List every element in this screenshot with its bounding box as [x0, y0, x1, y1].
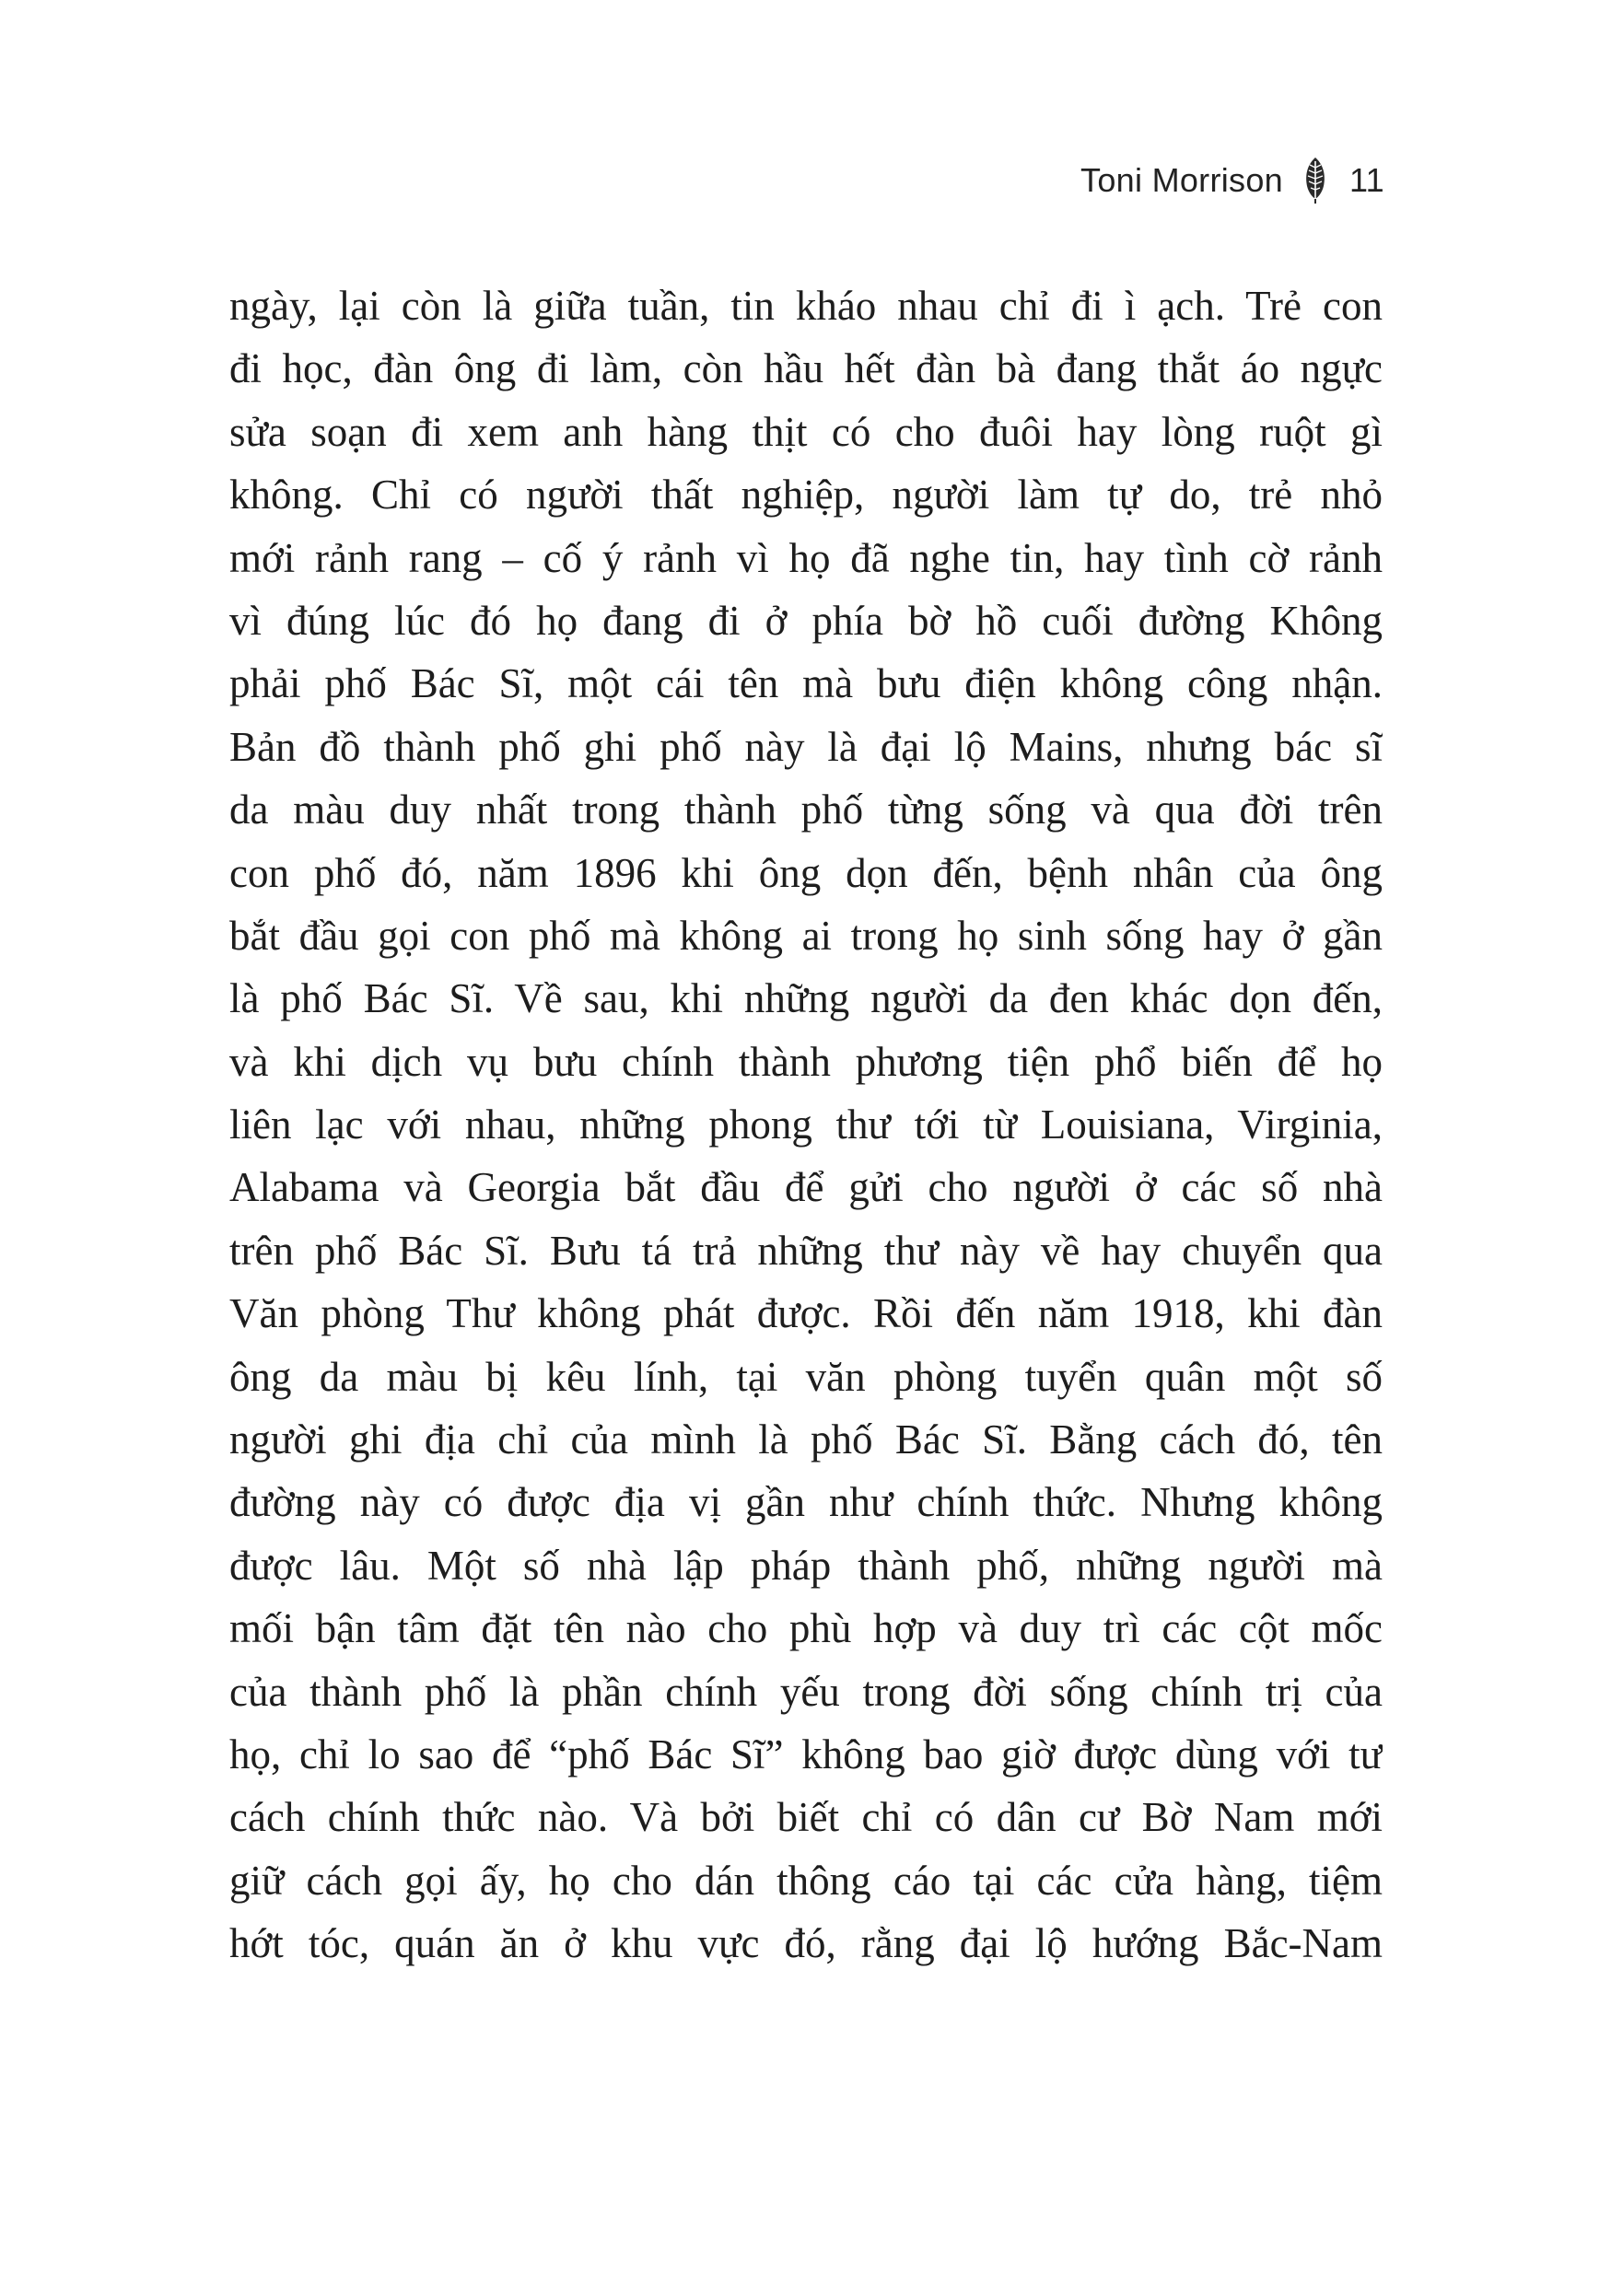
- text-line: không. Chỉ có người thất nghiệp, người làm tự do, trẻ nhỏ: [229, 472, 1383, 519]
- author-name: Toni Morrison: [1080, 161, 1284, 199]
- text-line: cách chính thức nào. Và bởi biết chỉ có dân cư Bờ Nam mới: [229, 1794, 1383, 1841]
- page-number: 11: [1349, 161, 1384, 199]
- text-line: Bản đồ thành phố ghi phố này là đại lộ Mains, nhưng bác sĩ: [229, 723, 1383, 770]
- text-line: trên phố Bác Sĩ. Bưu tá trả những thư này về hay chuyển qua: [229, 1227, 1383, 1274]
- text-line: ông da màu bị kêu lính, tại văn phòng tuyển quân một số: [229, 1353, 1383, 1400]
- text-line: sửa soạn đi xem anh hàng thịt có cho đuôi hay lòng ruột gì: [229, 408, 1383, 455]
- text-line: phải phố Bác Sĩ, một cái tên mà bưu điện không công nhận.: [229, 660, 1383, 707]
- text-line: Alabama và Georgia bắt đầu để gửi cho người ở các số nhà: [229, 1164, 1383, 1211]
- text-line: ngày, lại còn là giữa tuần, tin kháo nhau chỉ đi ì ạch. Trẻ con: [229, 283, 1383, 329]
- text-line: giữ cách gọi ấy, họ cho dán thông cáo tại các cửa hàng, tiệm: [229, 1857, 1383, 1904]
- text-line: da màu duy nhất trong thành phố từng sống và qua đời trên: [229, 787, 1383, 833]
- text-line: con phố đó, năm 1896 khi ông dọn đến, bệnh nhân của ông: [229, 849, 1383, 896]
- text-line: của thành phố là phần chính yếu trong đời sống chính trị của: [229, 1668, 1383, 1715]
- text-line: được lâu. Một số nhà lập pháp thành phố, những người mà: [229, 1542, 1383, 1589]
- text-line: họ, chỉ lo sao để “phố Bác Sĩ” không bao giờ được dùng với tư: [229, 1731, 1383, 1777]
- text-line: mối bận tâm đặt tên nào cho phù hợp và duy trì các cột mốc: [229, 1605, 1383, 1652]
- text-line: và khi dịch vụ bưu chính thành phương tiện phổ biến để họ: [229, 1038, 1383, 1085]
- body-text: [229, 274, 1383, 1975]
- text-line: người ghi địa chỉ của mình là phố Bác Sĩ. Bằng cách đó, tên: [229, 1416, 1383, 1463]
- leaf-icon: [1303, 157, 1327, 204]
- text-line: Văn phòng Thư không phát được. Rồi đến năm 1918, khi đàn: [229, 1290, 1383, 1337]
- text-line: hớt tóc, quán ăn ở khu vực đó, rằng đại lộ hướng Bắc-Nam: [229, 1920, 1383, 1967]
- text-line: là phố Bác Sĩ. Về sau, khi những người da đen khác dọn đến,: [229, 975, 1383, 1022]
- text-line: vì đúng lúc đó họ đang đi ở phía bờ hồ cuối đường Không: [229, 597, 1383, 644]
- text-line: mới rảnh rang – cố ý rảnh vì họ đã nghe tin, hay tình cờ rảnh: [229, 534, 1383, 581]
- text-line: đi học, đàn ông đi làm, còn hầu hết đàn bà đang thắt áo ngực: [229, 345, 1383, 392]
- text-line: đường này có được địa vị gần như chính thức. Nhưng không: [229, 1479, 1383, 1526]
- running-header: [1080, 153, 1384, 208]
- text-line: bắt đầu gọi con phố mà không ai trong họ sinh sống hay ở gần: [229, 912, 1383, 959]
- text-line: liên lạc với nhau, những phong thư tới từ Louisiana, Virginia,: [229, 1101, 1383, 1148]
